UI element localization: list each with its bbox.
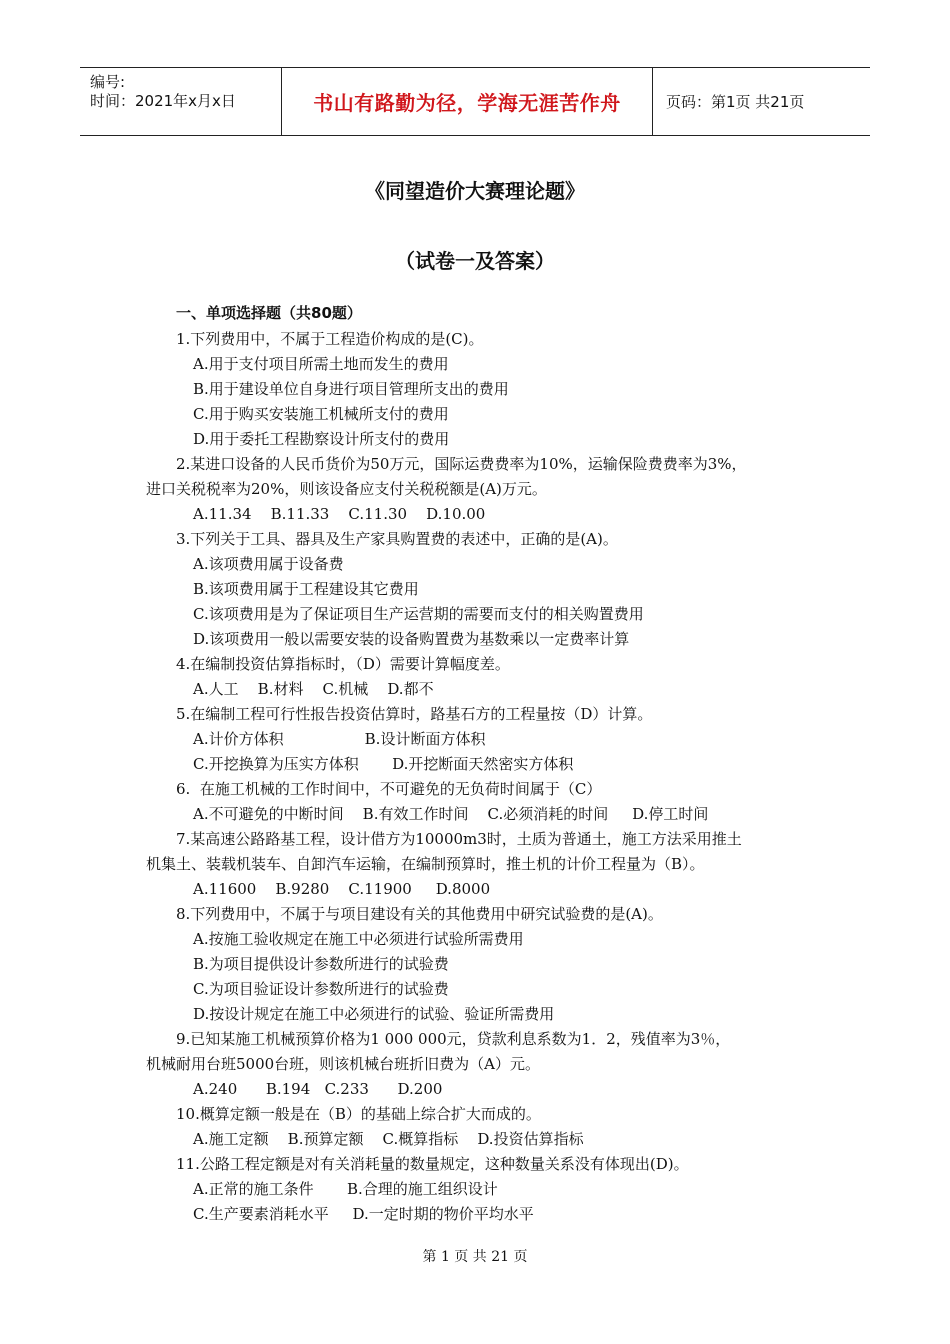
option-text: B.该项费用属于工程建设其它费用	[193, 580, 419, 598]
option-text: B.为项目提供设计参数所进行的试验费	[193, 955, 449, 973]
page-header	[80, 67, 870, 136]
document-number-label: 编号:	[90, 73, 126, 91]
option-text: A.不可避免的中断时间 B.有效工作时间 C.必须消耗的时间 D.停工时间	[193, 805, 709, 823]
question-text: 1.下列费用中，不属于工程造价构成的是(C)。	[176, 330, 484, 348]
option-text: A.人工 B.材料 C.机械 D.都不	[193, 680, 434, 698]
page-footer: 第 1 页 共 21 页	[422, 1249, 528, 1265]
option-text: A.施工定额 B.预算定额 C.概算指标 D.投资估算指标	[193, 1130, 584, 1148]
question-text: 进口关税税率为20%，则该设备应支付关税税额是(A)万元。	[146, 480, 547, 498]
document-subtitle: （试卷一及答案）	[395, 249, 555, 273]
option-text: A.计价方体积 B.设计断面方体积	[193, 730, 486, 748]
option-text: A.240 B.194 C.233 D.200	[193, 1080, 443, 1098]
header-meta-cell	[80, 68, 282, 135]
document-time-label: 时间：2021年x月x日	[90, 92, 236, 110]
question-text: 11.公路工程定额是对有关消耗量的数量规定，这种数量关系没有体现出(D)。	[176, 1155, 689, 1173]
option-text: A.用于支付项目所需土地而发生的费用	[193, 355, 449, 373]
option-text: C.为项目验证设计参数所进行的试验费	[193, 980, 449, 998]
option-text: A.11600 B.9280 C.11900 D.8000	[193, 880, 491, 898]
question-text: 机集土、装载机装车、自卸汽车运输，在编制预算时，推土机的计价工程量为（B）。	[146, 855, 705, 873]
option-text: A.11.34 B.11.33 C.11.30 D.10.00	[193, 505, 486, 523]
option-text: A.该项费用属于设备费	[193, 555, 344, 573]
option-text: D.按设计规定在施工中必须进行的试验、验证所需费用	[193, 1005, 555, 1023]
question-text: 7.某高速公路路基工程，设计借方为10000m3时，土质为普通土，施工方法采用推土	[176, 830, 742, 848]
question-text: 3.下列关于工具、器具及生产家具购置费的表述中，正确的是(A)。	[176, 530, 618, 548]
document-title: 《同望造价大赛理论题》	[365, 179, 585, 203]
option-text: D.该项费用一般以需要安装的设备购置费为基数乘以一定费率计算	[193, 630, 630, 648]
header-page-info: 页码：第1页 共21页	[666, 93, 805, 111]
question-text: 机械耐用台班5000台班，则该机械台班折旧费为（A）元。	[146, 1055, 541, 1073]
question-text: 9.已知某施工机械预算价格为1 000 000元，贷款利息系数为1．2，残值率为3％，	[176, 1030, 731, 1048]
question-text: 6. 在施工机械的工作时间中，不可避免的无负荷时间属于（C）	[176, 780, 602, 798]
option-text: A.按施工验收规定在施工中必须进行试验所需费用	[193, 930, 524, 948]
option-text: C.开挖换算为压实方体积 D.开挖断面天然密实方体积	[193, 755, 574, 773]
option-text: C.该项费用是为了保证项目生产运营期的需要而支付的相关购置费用	[193, 605, 644, 623]
option-text: D.用于委托工程勘察设计所支付的费用	[193, 430, 450, 448]
question-text: 2.某进口设备的人民币货价为50万元，国际运费费率为10%，运输保险费费率为3%，	[176, 455, 747, 473]
option-text: B.用于建设单位自身进行项目管理所支出的费用	[193, 380, 509, 398]
question-text: 10.概算定额一般是在（B）的基础上综合扩大而成的。	[176, 1105, 541, 1123]
option-text: A.正常的施工条件 B.合理的施工组织设计	[193, 1180, 498, 1198]
question-text: 4.在编制投资估算指标时，（D）需要计算幅度差。	[176, 655, 510, 673]
option-text: C.生产要素消耗水平 D.一定时期的物价平均水平	[193, 1205, 534, 1223]
header-motto: 书山有路勤为径，学海无涯苦作舟	[282, 68, 653, 135]
question-text: 8.下列费用中，不属于与项目建设有关的其他费用中研究试验费的是(A)。	[176, 905, 663, 923]
section-heading: 一、单项选择题（共80题）	[176, 304, 362, 322]
question-text: 5.在编制工程可行性报告投资估算时，路基石方的工程量按（D）计算。	[176, 705, 653, 723]
option-text: C.用于购买安装施工机械所支付的费用	[193, 405, 449, 423]
